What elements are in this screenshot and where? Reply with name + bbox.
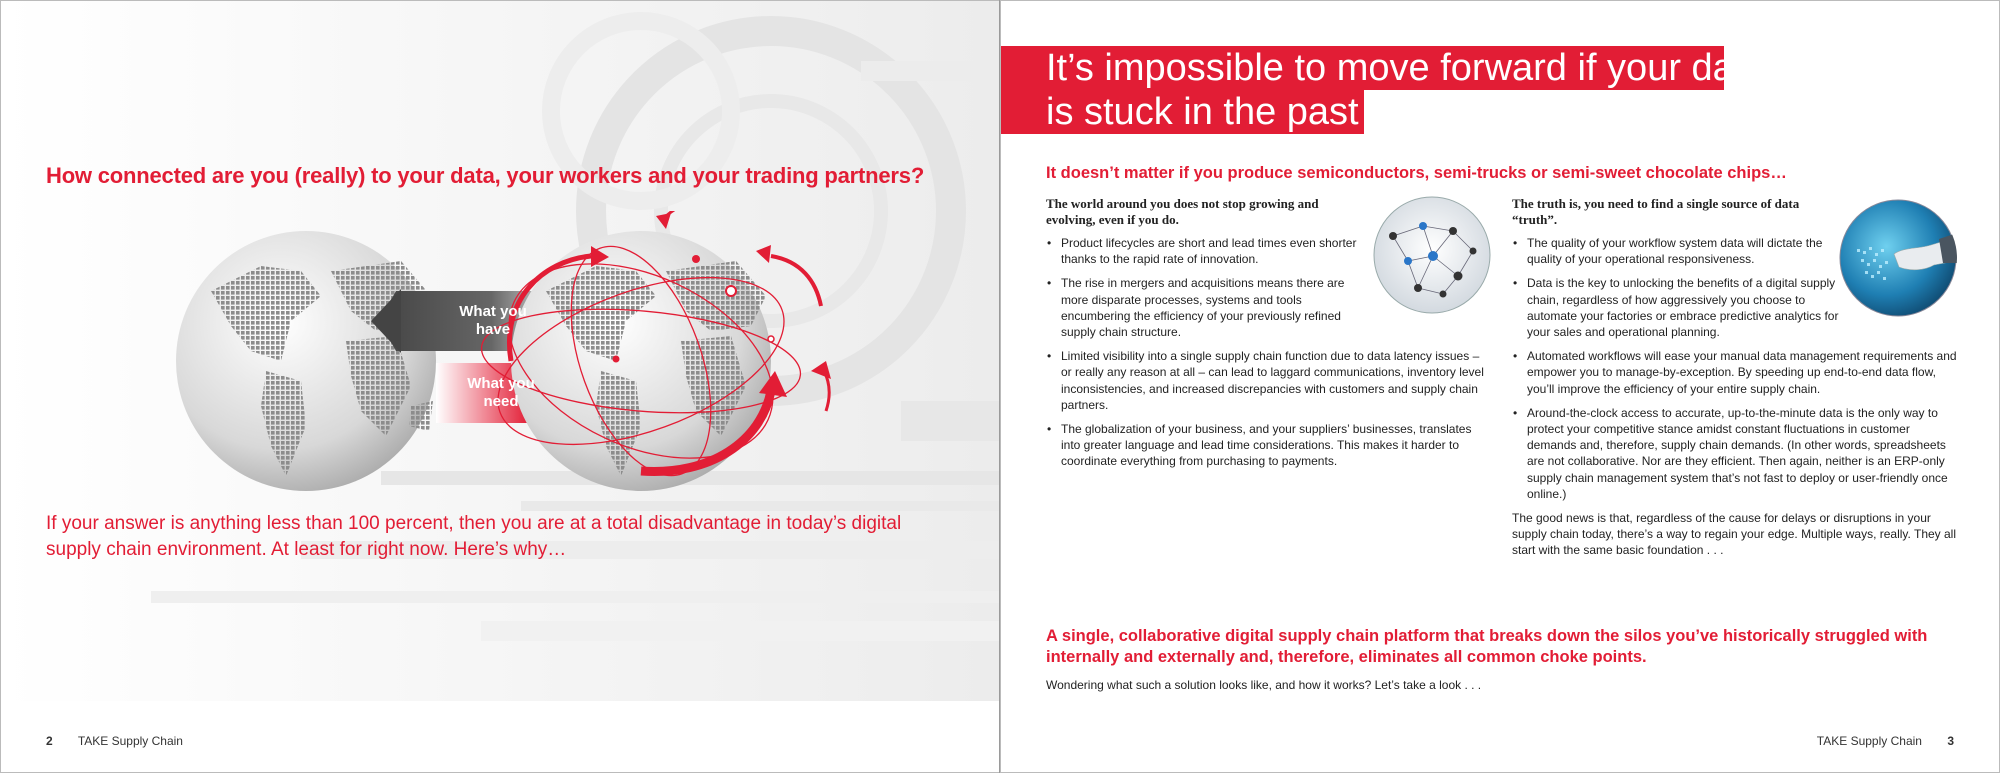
page-right [1000, 0, 2000, 773]
list-item: • Limited visibility into a single supply chain function due to data latency issues – or really any reason at all – can lead to laggard communications, inventory level inconsistencies, and increased discrepancies with customers and supply chain partners. [1046, 348, 1486, 413]
page-number-right: 3 [1947, 734, 1954, 748]
list-item: • The rise in mergers and acquisitions means there are more disparate processes, systems and tools encumbering the efficiency of your previously refined supply chain structure. [1046, 275, 1361, 340]
title-line-1: It’s impossible to move forward if your data [1001, 46, 1724, 90]
column-truth-paragraph: The good news is that, regardless of the cause for delays or disruptions in your supply chain today, there’s a way to regain your edge. Multiple ways, really. They all start with the same basic foundation . . . [1512, 511, 1957, 558]
left-globe [176, 231, 436, 491]
arrow-need-label: What you need [467, 375, 535, 410]
page-number-left: 2 [46, 734, 53, 748]
title-line-2: is stuck in the past [1001, 90, 1364, 134]
left-heading: How connected are you (really) to your data, your workers and your trading partners? [46, 163, 925, 188]
closing-heading: A single, collaborative digital supply chain platform that breaks down the silos you’ve historically struggled with internally and externally and, therefore, eliminates all common choke points. [1046, 627, 1928, 666]
subheading: It doesn’t matter if you produce semiconductors, semi-trucks or semi-sweet chocolate chips… [1046, 164, 1787, 182]
column-world-heading: The world around you does not stop growing and evolving, even if you do. [1046, 196, 1319, 227]
footer-brand-right: TAKE Supply Chain [1816, 734, 1922, 748]
right-globe [476, 211, 831, 497]
list-item: • Automated workflows will ease your manual data management requirements and empower you to manage-by-exception. By speeding up end-to-end data flow, you’ll improve the efficiency of your entire supply chain. [1512, 348, 1962, 397]
closing-text: Wondering what such a solution looks like, and how it works? Let’s take a look . . . [1046, 678, 1482, 692]
footer-brand-left: TAKE Supply Chain [77, 734, 183, 748]
globes-illustration [171, 211, 851, 511]
list-item: • The globalization of your business, and your suppliers’ businesses, translates into greater language and lead time considerations. This makes it harder to coordinate everything from purchasing to payments. [1046, 421, 1486, 470]
list-item: • Data is the key to unlocking the benefits of a digital supply chain, regardless of how aggressively you choose to automate your factories or embrace predictive analytics for your sales and operational planning. [1512, 275, 1852, 340]
page-title [1001, 46, 1766, 134]
network-sphere-image [1373, 196, 1491, 314]
arrow-have-label: What you have [459, 303, 527, 338]
footer-left [46, 734, 183, 748]
list-item: • Product lifecycles are short and lead times even shorter thanks to the rapid rate of innovation. [1046, 235, 1361, 267]
list-item: • Around-the-clock access to accurate, up-to-the-minute data is the only way to protect your competitive stance amidst constant fluctuations in customer demands and, therefore, supply chain demands. (In other words, spreadsheets are not collaborative. Nor are they efficient. Then again, neither is an ERP-only supply chain management system that’s not fast to deploy or user-friendly once online.) [1512, 405, 1962, 502]
digital-handshake-image [1839, 199, 1957, 317]
left-answer-text: If your answer is anything less than 100 percent, then you are at a total disadvantage in today’s digital supply chain environment. At least for right now. Here’s why… [46, 513, 902, 560]
footer-right [1817, 734, 1954, 748]
column-truth-heading: The truth is, you need to find a single source of data “truth”. [1512, 196, 1800, 227]
list-item: • The quality of your workflow system data will dictate the quality of your operational responsiveness. [1512, 235, 1852, 267]
